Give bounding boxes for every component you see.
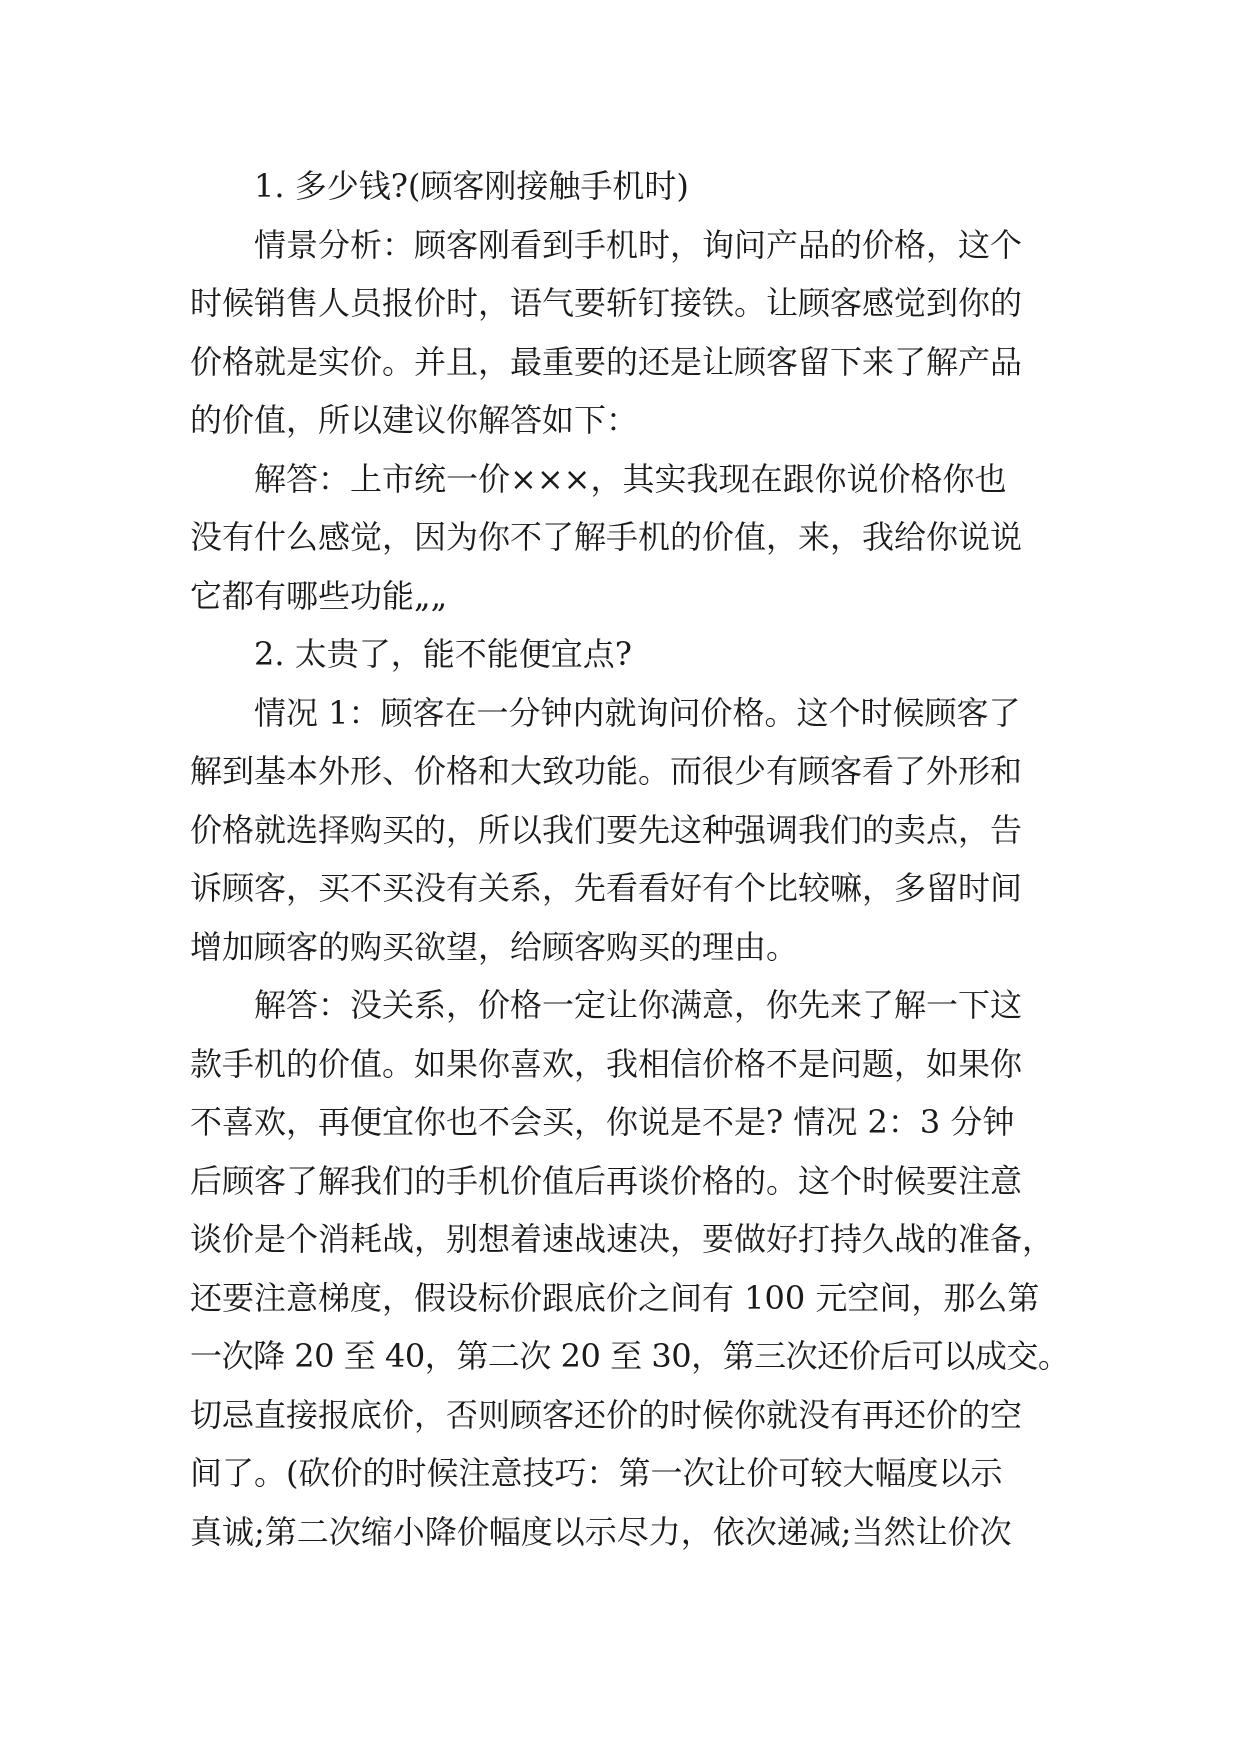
text-line: 后顾客了解我们的手机价值后再谈价格的。这个时候要注意 — [190, 1161, 1023, 1200]
text-line: 解答：上市统一价×××，其实我现在跟你说价格你也 — [254, 459, 1007, 498]
text-line: 诉顾客，买不买没有关系，先看看好有个比较嘛，多留时间 — [190, 869, 1023, 907]
text-line: 没有什么感觉，因为你不了解手机的价值，来，我给你说说 — [190, 518, 1023, 556]
text-line: 谈价是个消耗战，别想着速战速决，要做好打持久战的准备， — [190, 1220, 1055, 1258]
text-line: 一次降 20 至 40，第二次 20 至 30，第三次还价后可以成交。 — [190, 1337, 1070, 1375]
text-line: 价格就是实价。并且，最重要的还是让顾客留下来了解产品 — [190, 342, 1023, 381]
text-line: 切忌直接报底价，否则顾客还价的时候你就没有再还价的空 — [190, 1395, 1023, 1434]
text-line: 1. 多少钱?(顾客刚接触手机时) — [254, 167, 689, 205]
text-line: 款手机的价值。如果你喜欢，我相信价格不是问题，如果你 — [190, 1044, 1023, 1083]
text-line: 它都有哪些功能„„ — [190, 576, 448, 615]
text-line: 情况 1：顾客在一分钟内就询问价格。这个时候顾客了 — [254, 693, 1021, 732]
text-line: 间了。(砍价的时候注意技巧：第一次让价可较大幅度以示 — [190, 1454, 1003, 1492]
text-line: 的价值，所以建议你解答如下： — [190, 401, 639, 439]
text-line: 时候销售人员报价时，语气要斩钉接铁。让顾客感觉到你的 — [190, 284, 1023, 322]
text-line: 情景分析：顾客刚看到手机时，询问产品的价格，这个 — [254, 225, 1023, 264]
text-line: 解到基本外形、价格和大致功能。而很少有顾客看了外形和 — [190, 752, 1023, 790]
text-line: 增加顾客的购买欲望，给顾客购买的理由。 — [190, 927, 799, 966]
text-line: 不喜欢，再便宜你也不会买，你说是不是? 情况 2：3 分钟 — [190, 1103, 1015, 1141]
text-line: 还要注意梯度，假设标价跟底价之间有 100 元空间，那么第 — [190, 1278, 1040, 1317]
text-line: 真诚;第二次缩小降价幅度以示尽力，依次递减;当然让价次 — [190, 1512, 1012, 1551]
text-line: 解答：没关系，价格一定让你满意，你先来了解一下这 — [254, 986, 1023, 1024]
text-line: 价格就选择购买的，所以我们要先这种强调我们的卖点，告 — [190, 810, 1023, 849]
text-line: 2. 太贵了，能不能便宜点? — [254, 635, 632, 673]
document-body — [190, 157, 1070, 1561]
